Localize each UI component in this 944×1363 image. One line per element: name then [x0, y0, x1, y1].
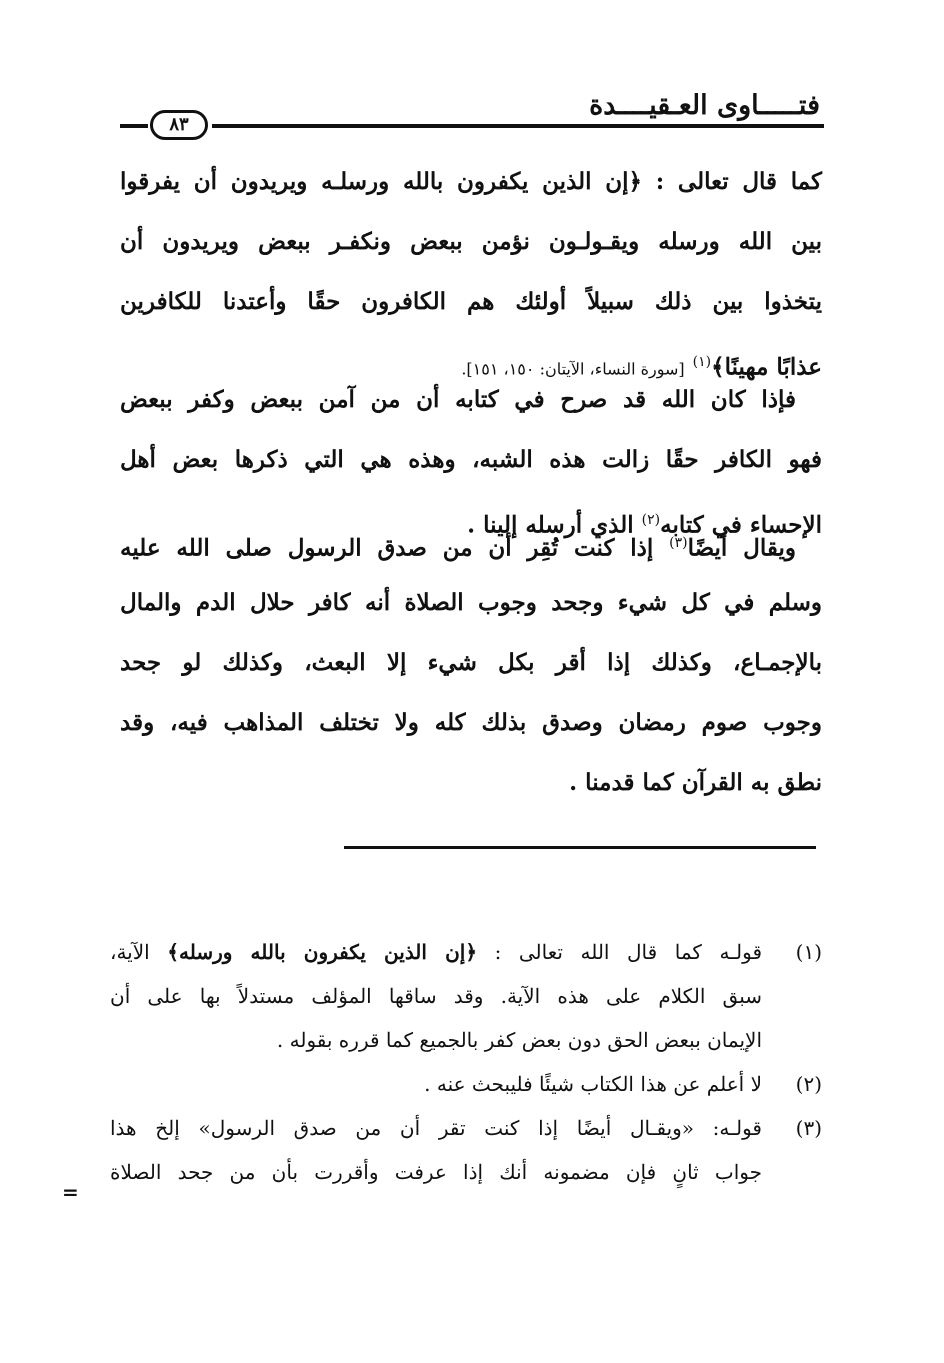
text-line: فهو الكافر حقًا زالت هذه الشبه، وهذه هي التي ذكرها بعض أهل: [120, 446, 822, 473]
continuation-mark: =: [62, 1180, 79, 1204]
footnote-separator: [344, 846, 816, 849]
footnotes: [110, 930, 822, 1194]
text-line: بين الله ورسله ويقـولـون نؤمن ببعض ونكفـر ببعض ويريدون أن: [120, 228, 822, 255]
footnote-line: الإيمان ببعض الحق دون بعض كفر بالجميع كما قرره بقوله .: [276, 1028, 762, 1052]
header-rule-short: [120, 124, 148, 128]
header-rule: [212, 124, 824, 128]
paragraph-quran-quote: [120, 152, 822, 392]
verse-citation: [سورة النساء، الآيتان: ١٥٠، ١٥١].: [461, 359, 685, 379]
footnote-ref-1: (١): [692, 354, 712, 370]
text-segment: الآية،: [110, 940, 150, 964]
text-line: يتخذوا بين ذلك سبيلاً أولئك هم الكافرون حقًا وأعتدنا للكافرين: [120, 288, 822, 315]
verse-end: عذابًا مهينًا﴾: [711, 353, 822, 381]
paragraph-3: [120, 513, 822, 813]
running-title: فتـــــاوى العـقيــــدة: [589, 90, 820, 121]
footnote-line: [110, 930, 762, 974]
text-segment: ويقال أيضًا: [687, 534, 796, 562]
text-line: بالإجمـاع، وكذلك إذا أقر بكل شيء إلا البعث، وكذلك لو جحد: [120, 649, 822, 676]
footnote-ref-3: (٣): [669, 535, 688, 551]
text-line: فإذا كان الله قد صرح في كتابه أن من آمن ببعض وكفر ببعض: [120, 386, 796, 413]
text-segment: إذا كنت تُقِر أن من صدق الرسول صلى الله عليه: [120, 534, 654, 562]
footnote-line: لا أعلم عن هذا الكتاب شيئًا فليبحث عنه .: [424, 1072, 762, 1096]
quoted-verse: ﴿إن الذين يكفرون بالله ورسله﴾: [167, 940, 478, 964]
text-line: كما قال تعالى : ﴿إن الذين يكفرون بالله ورسلـه ويريدون أن يفرقوا: [120, 168, 822, 195]
footnote-line: قولـه: «ويقـال أيضًا إذا كنت تقر أن من صدق الرسول» إلخ هذا: [110, 1116, 762, 1140]
footnote-ref-2: (٢): [641, 512, 661, 528]
text-segment: الإحساء في كتابه: [660, 511, 822, 539]
footnote-line: سبق الكلام على هذه الآية. وقد ساقها المؤلف مستدلاً بها على أن: [110, 984, 762, 1008]
text-line: [120, 513, 822, 573]
text-segment: الذي أرسله إلينا .: [467, 511, 634, 539]
text-line: وجوب صوم رمضان وصدق بذلك كله ولا تختلف المذاهب فيه، وقد: [120, 709, 822, 736]
footnote-number: (٣): [795, 1116, 822, 1140]
footnote-3: [110, 1106, 822, 1194]
page-number: ٨٣: [150, 110, 208, 140]
footnote-number: (١): [795, 940, 822, 964]
footnote-2: [110, 1062, 822, 1106]
footnote-number: (٢): [795, 1072, 822, 1096]
text-line: نطق به القرآن كما قدمنا .: [569, 769, 822, 796]
footnote-1: [110, 930, 822, 1062]
footnote-line: جواب ثانٍ فإن مضمونه أنك إذا عرفت وأقررت بأن من جحد الصلاة: [110, 1160, 762, 1184]
text-line: وسلم في كل شيء وجحد وجوب الصلاة أنه كافر حلال الدم والمال: [120, 589, 822, 616]
text-segment: قولـه كما قال الله تعالى :: [494, 940, 763, 964]
